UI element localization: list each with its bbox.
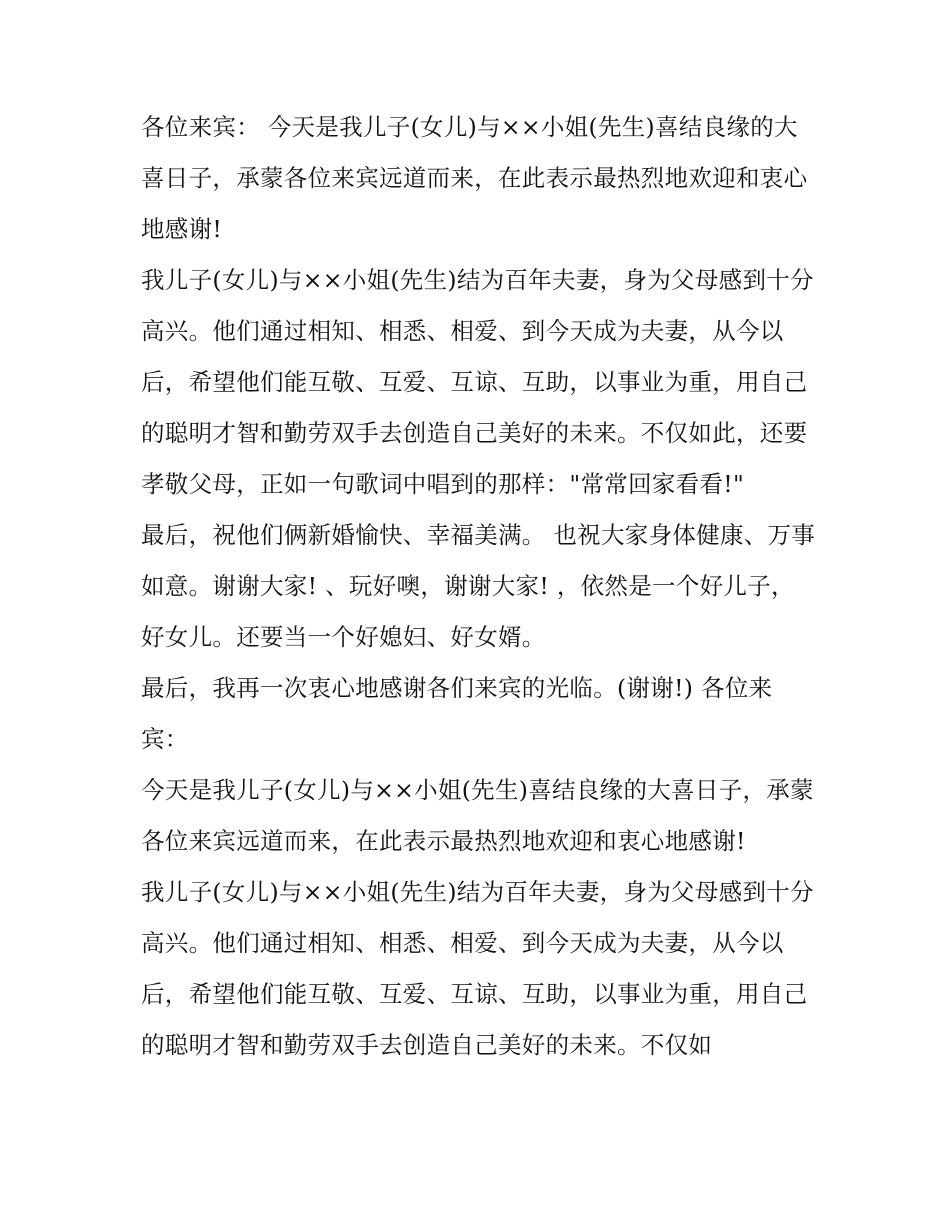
paragraph-wishes: 我儿子(女儿)与××小姐(先生)结为百年夫妻，身为父母感到十分高兴。他们通过相知、相悉、相爱、到今天成为夫妻，从今以后，希望他们能互敬、互爱、互谅、互助，以事业为重，用自己的聪明才智和勤劳双手去创造自己美好的未来。不仅如此，还要孝敬父母，正如一句歌词中唱到的那样："常常回家看看!": [141, 266, 814, 498]
paragraph-greeting: 各位来宾： 今天是我儿子(女儿)与××小姐(先生)喜结良缘的大喜日子，承蒙各位来宾远道而来，在此表示最热烈地欢迎和衷心地感谢!: [141, 113, 808, 243]
paragraph-blessing: 最后，祝他们俩新婚愉快、幸福美满。 也祝大家身体健康、万事如意。谢谢大家! 、玩好噢，谢谢大家! ，依然是一个好儿子，好女儿。还要当一个好媳妇、好女婿。: [141, 521, 816, 651]
paragraph-greeting-repeat: 今天是我儿子(女儿)与××小姐(先生)喜结良缘的大喜日子，承蒙各位来宾远道而来，在此表示最热烈地欢迎和衷心地感谢!: [141, 776, 814, 855]
paragraph-wishes-repeat: 我儿子(女儿)与××小姐(先生)结为百年夫妻，身为父母感到十分高兴。他们通过相知、相悉、相爱、到今天成为夫妻，从今以后，希望他们能互敬、互爱、互谅、互助，以事业为重，用自己的聪明才智和勤劳双手去创造自己美好的未来。不仅如: [141, 878, 814, 1059]
document-body: [141, 102, 816, 1071]
paragraph-thanks: 最后，我再一次衷心地感谢各们来宾的光临。(谢谢!) 各位来宾：: [141, 674, 773, 753]
